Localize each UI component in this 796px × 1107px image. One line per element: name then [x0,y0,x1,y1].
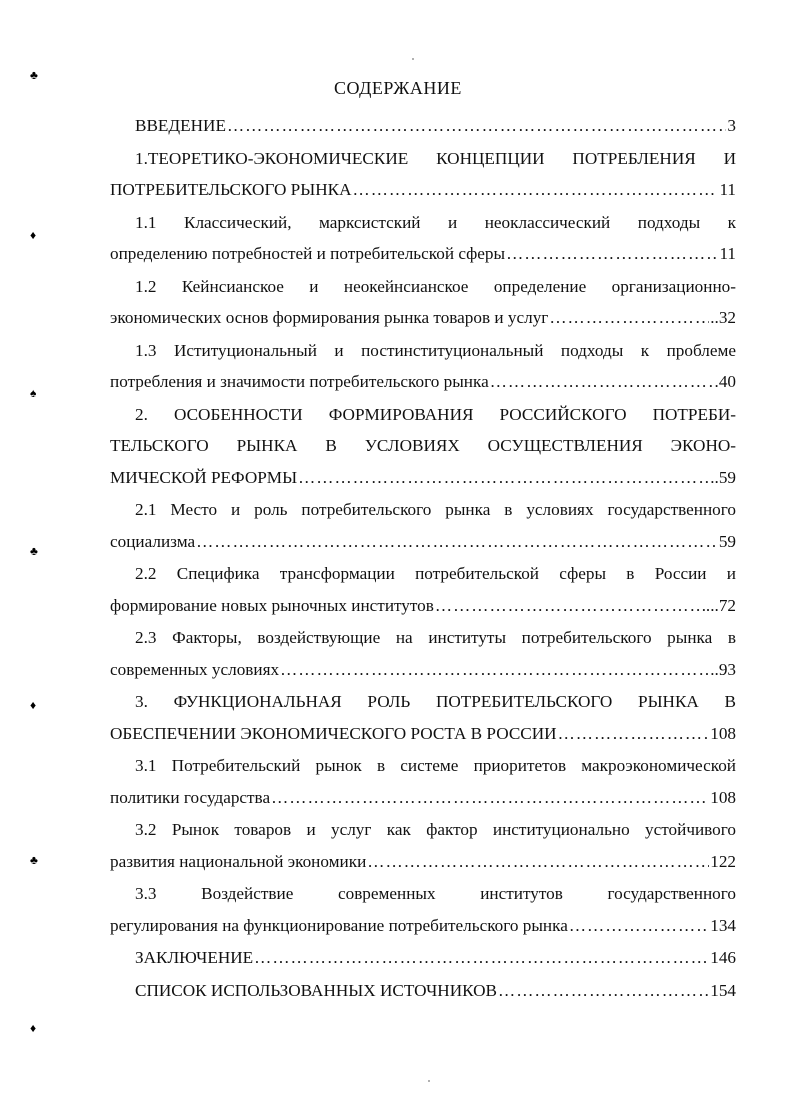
toc-page-number: 108 [710,723,736,743]
dot-leader [254,942,709,974]
toc-page-number: ..93 [710,659,736,679]
binder-mark-icon: ♣ [30,68,38,82]
toc-entry-chapter-3 [110,686,736,749]
toc-entry-title-line1: 3. ФУНКЦИОНАЛЬНАЯ РОЛЬ ПОТРЕБИТЕЛЬСКОГО РЫНКА В [135,692,736,711]
dot-leader [435,590,705,622]
toc-entry-section-3-2 [110,814,736,877]
toc-entry-title-line2: формирование новых рыночных институтов [110,595,434,615]
toc-entry-title-line1: 2.3 Факторы, воздействующие на институты потребительского рынка в [135,628,736,647]
toc-entry-section-2-2 [110,558,736,621]
toc-page-number: 134 [710,915,736,935]
toc-entry-title-line2: определению потребностей и потребительской сферы [110,244,506,263]
toc-entry-title-line1: 1.2 Кейнсианское и неокейнсианское определение организационно- [135,276,736,296]
toc-entry-title-line2: развития национальной экономики [110,851,367,871]
page-title: СОДЕРЖАНИЕ [334,78,462,98]
toc-entry-title-line2: ОБЕСПЕЧЕНИИ ЭКОНОМИЧЕСКОГО РОСТА В РОССИИ [110,723,557,743]
toc-entry-section-1-1 [110,207,736,270]
dot-leader [549,302,709,334]
toc-page-number: 59 [718,531,736,551]
dot-leader [353,174,719,206]
toc-entry-title: ВВЕДЕНИЕ [135,116,226,135]
binder-mark-icon: ♦ [30,228,37,242]
dot-leader [506,238,718,270]
binder-mark-icon: ♦ [30,698,37,712]
dot-leader [227,110,726,142]
toc-page-number: 11 [719,180,736,199]
toc-entry-title-line3: МИЧЕСКОЙ РЕФОРМЫ [110,467,298,487]
toc-entry-title-line1: 1.ТЕОРЕТИКО-ЭКОНОМИЧЕСКИЕ КОНЦЕПЦИИ ПОТРЕБЛЕНИЯ И [135,148,736,168]
dot-leader [367,846,709,878]
toc-page-number: 108 [710,787,736,807]
toc-entry-title-line2: потребления и значимости потребительского рынка [110,372,489,391]
toc-entry-section-3-1 [110,750,736,813]
toc-page-number: 11 [719,244,736,263]
table-of-contents [110,110,736,1007]
binder-mark-icon: ♣ [30,853,38,867]
binder-mark-icon: ♦ [30,1021,37,1035]
toc-page-number: 122 [710,851,736,871]
toc-entry-title-line2: ТЕЛЬСКОГО РЫНКА В УСЛОВИЯХ ОСУЩЕСТВЛЕНИЯ ЭКОНО- [110,436,736,455]
toc-entry-title-line1: 1.3 Иституциональный и постинституциональный подходы к проблеме [135,340,736,360]
toc-entry-title-line1: 1.1 Классический, марксистский и неоклассический подходы к [135,212,736,232]
toc-entry-conclusion [110,942,736,974]
toc-entry-title-line1: 2.1 Место и роль потребительского рынка в условиях государственного [135,500,736,519]
toc-entry-title-line2: политики государства [110,787,271,807]
toc-page-number: ..59 [710,467,736,487]
dot-leader [271,782,709,814]
toc-entry-section-1-3 [110,335,736,398]
toc-entry-section-2-1 [110,494,736,557]
scan-speck [412,58,414,60]
toc-entry-title-line1: 3.3 Воздействие современных институтов государственного [135,884,736,903]
dot-leader [280,654,709,686]
toc-entry-title-line1: 3.1 Потребительский рынок в системе приоритетов макроэкономической [135,756,736,775]
toc-entry-title-line2: экономических основ формирования рынка товаров и услуг [110,308,549,327]
toc-page-number: 40 [718,372,736,391]
toc-entry-chapter-2 [110,399,736,494]
toc-entry-introduction [110,110,736,142]
toc-entry-title-line2: ПОТРЕБИТЕЛЬСКОГО РЫНКА [110,180,352,199]
toc-page-number: 3 [727,116,736,135]
toc-entry-title-line1: 2.2 Специфика трансформации потребительской сферы в России и [135,564,736,583]
toc-page-number: 154 [710,980,736,1000]
dot-leader [298,462,709,494]
toc-page-number: ..32 [710,308,736,327]
dot-leader [196,526,718,558]
dot-leader [498,975,709,1007]
toc-entry-section-3-3 [110,878,736,941]
toc-entry-references [110,975,736,1007]
scan-speck [428,1080,430,1082]
toc-entry-title: ЗАКЛЮЧЕНИЕ [135,948,254,967]
binder-mark-icon: ♠ [30,386,37,400]
toc-entry-chapter-1 [110,143,736,206]
dot-leader [558,718,710,750]
dot-leader [569,910,709,942]
toc-entry-title-line1: 3.2 Рынок товаров и услуг как фактор институционально устойчивого [135,820,736,839]
dot-leader [490,366,718,398]
toc-entry-title-line2: современных условиях [110,659,280,679]
binder-mark-icon: ♣ [30,544,38,558]
toc-entry-section-1-2 [110,271,736,334]
toc-page-number: ...72 [705,595,736,615]
toc-entry-title-line2: регулирования на функционирование потребительского рынка [110,915,568,935]
toc-entry-title-line1: 2. ОСОБЕННОСТИ ФОРМИРОВАНИЯ РОССИЙСКОГО ПОТРЕБИ- [135,404,736,424]
toc-entry-section-2-3 [110,622,736,685]
toc-entry-title: СПИСОК ИСПОЛЬЗОВАННЫХ ИСТОЧНИКОВ [135,980,498,1000]
toc-entry-title-line2: социализма [110,531,196,551]
toc-page-number: 146 [710,948,736,967]
